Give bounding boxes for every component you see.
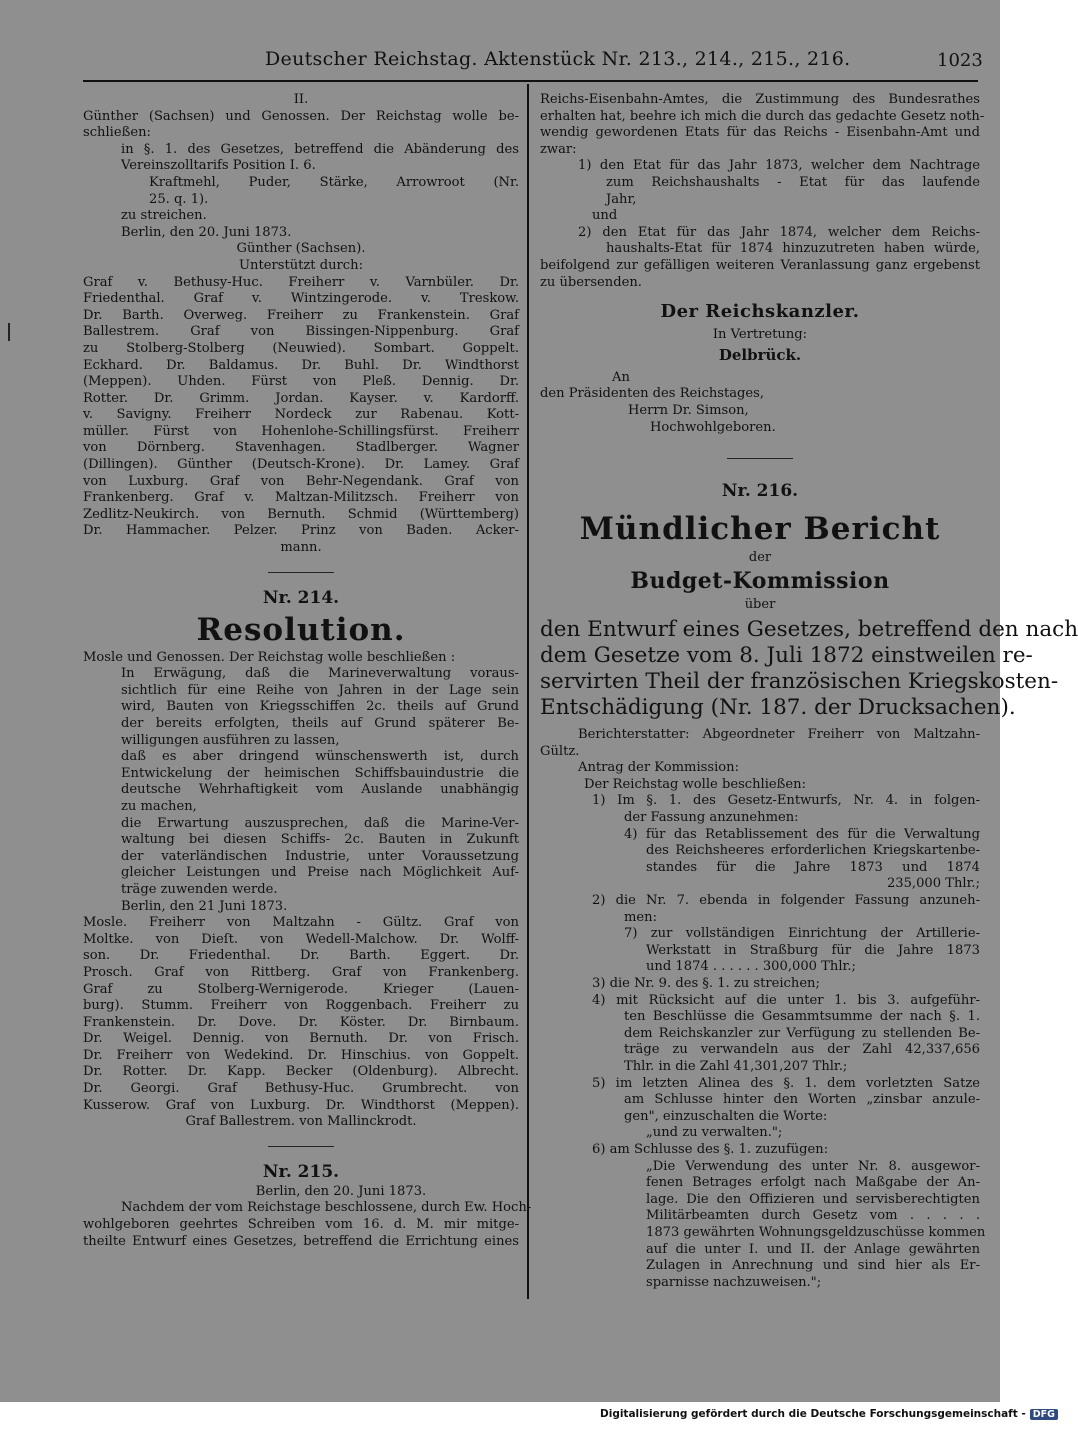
motion-item: 6) am Schlusse des §. 1. zuzufügen: <box>592 1141 829 1157</box>
signatory-line: Graf Ballestrem. von Mallinckrodt. <box>185 1114 417 1130</box>
signatory-line: Dr. Rotter. Dr. Kapp. Becker (Oldenburg). Albrecht. <box>83 1064 519 1080</box>
column-divider <box>527 84 529 1299</box>
resolution-line: die Erwartung auszusprechen, daß die Marine-Ver- <box>121 815 519 831</box>
signatory-line: Kusserow. Graf von Luxburg. Dr. Windthorst (Meppen). <box>83 1097 519 1113</box>
motion-line: Vereinszolltarifs Position I. 6. <box>121 158 316 174</box>
motion-line: in §. 1. des Gesetzes, betreffend die Abänderung des <box>121 141 519 157</box>
supporter-line: mann. <box>280 540 322 556</box>
resolution-line: daß es aber dringend wünschenswerth ist, durch <box>121 749 519 765</box>
motion-item: 1) Im §. 1. des Gesetz-Entwurfs, Nr. 4. in folgen- <box>592 793 980 809</box>
motion-item: 2) die Nr. 7. ebenda in folgender Fassung anzuneh- <box>592 893 980 909</box>
motion-item: des Reichsheeres erforderlichen Kriegskartenbe- <box>646 843 980 859</box>
motion-item: 5) im letzten Alinea des §. 1. dem vorletzten Satze <box>592 1075 980 1091</box>
margin-mark <box>8 323 10 341</box>
motion-item: lage. Die den Offizieren und servisberechtigten <box>646 1191 980 1207</box>
resolution-line: deutsche Wehrhaftigkeit vom Auslande unabhängig <box>121 782 519 798</box>
dateline: Berlin, den 20. Juni 1873. <box>121 224 292 240</box>
subject-line: den Entwurf eines Gesetzes, betreffend den nach <box>540 617 1078 643</box>
resolution-line: der vaterländischen Industrie, unter Voraussetzung <box>121 848 519 864</box>
motion-item: gen", einzuschalten die Worte: <box>624 1108 828 1124</box>
resolution-line: träge zuwenden werde. <box>121 881 278 897</box>
address-line: Hochwohlgeboren. <box>650 419 776 435</box>
page-number: 1023 <box>937 50 983 71</box>
signatory-line: Mosle. Freiherr von Maltzahn - Gültz. Graf von <box>83 915 519 931</box>
funding-footer <box>600 1408 1055 1426</box>
signatory-line: son. Dr. Friedenthal. Dr. Barth. Eggert. Dr. <box>83 948 519 964</box>
reichstag-resolve: Der Reichstag wolle beschließen: <box>584 776 807 792</box>
section-separator <box>268 572 334 573</box>
motion-item: und 1874 . . . . . . 300,000 Thlr.; <box>646 959 856 975</box>
title-connector: der <box>748 550 772 566</box>
resolution-line: waltung bei diesen Schiffs- 2c. Bauten in Zukunft <box>121 832 519 848</box>
motion-item: 235,000 Thlr.; <box>886 876 980 892</box>
supporter-line: müller. Fürst von Hohenlohe-Schillingsfürst. Freiherr <box>83 423 519 439</box>
motion-item: 3) die Nr. 9. des §. 1. zu streichen; <box>592 976 820 991</box>
resolution-line: gleicher Leistungen und Preise nach Möglichkeit Auf- <box>121 865 519 881</box>
deputy-label: In Vertretung: <box>712 327 808 343</box>
motion-item: Militärbeamten durch Gesetz vom . . . . . <box>646 1208 980 1224</box>
signatory-line: Dr. Georgi. Graf Bethusy-Huc. Grumbrecht. von <box>83 1081 519 1097</box>
supporter-line: zu Stolberg-Stolberg (Neuwied). Sombart. Goppelt. <box>83 340 519 356</box>
footer-text: Digitalisierung gefördert durch die Deutsche Forschungsgemeinschaft - <box>600 1408 1026 1420</box>
motion-line: Günther (Sachsen) und Genossen. Der Reichstag wolle be- <box>83 108 519 124</box>
address-line: den Präsidenten des Reichstages, <box>540 386 765 402</box>
letter-line: erhalten hat, beehre ich mich die durch das gedachte Gesetz noth- <box>540 108 985 124</box>
motion-item: Zulagen in Anrechnung und sind hier als Er- <box>646 1258 980 1274</box>
motion-item: der Fassung anzunehmen: <box>624 810 799 826</box>
resolution-line: wird, Bauten von Kriegsschiffen 2c. theils auf Grund <box>121 699 519 715</box>
letter-line: Nachdem der vom Reichstage beschlossene, durch Ew. Hoch- <box>121 1200 532 1216</box>
reporter-line: Gültz. <box>540 743 580 759</box>
letter-line: beifolgend zur gefälligen weiteren Veranlassung ganz ergebenst <box>540 257 980 273</box>
signatory-line: Graf zu Stolberg-Wernigerode. Krieger (Lauen- <box>83 981 519 997</box>
supporter-line: Dr. Hammacher. Pelzer. Prinz von Baden. Acker- <box>83 523 519 539</box>
letter-line: wendig gewordenen Etats für das Reichs - Eisenbahn-Amt und <box>540 125 980 141</box>
letter-line: Reichs-Eisenbahn-Amtes, die Zustimmung des Bundesrathes <box>540 92 980 107</box>
report-title: Mündlicher Bericht <box>579 511 941 548</box>
motion-item: ten Beschlüsse die Gesammtsumme der nach §. 1. <box>624 1009 980 1025</box>
motion-item: 4) mit Rücksicht auf die unter 1. bis 3. aufgeführ- <box>592 992 980 1008</box>
motion-item: dem Reichskanzler zur Verfügung zu stellenden Be- <box>624 1025 980 1041</box>
letter-line: wohlgeboren geehrtes Schreiben vom 16. d. M. mir mitge- <box>83 1217 519 1233</box>
motion-line: Kraftmehl, Puder, Stärke, Arrowroot (Nr. <box>149 174 519 190</box>
motion-item: 1873 gewährten Wohnungsgeldzuschüsse kommen <box>646 1224 986 1240</box>
doc-number: Nr. 214. <box>262 587 340 608</box>
supporter-line: von Luxburg. Graf von Behr-Negendank. Graf von <box>83 473 519 489</box>
letter-line: Jahr, <box>606 191 637 207</box>
motion-item: Thlr. in die Zahl 41,301,207 Thlr.; <box>624 1058 848 1074</box>
motion-item: Werkstatt in Straßburg für die Jahre 1873 <box>646 942 980 958</box>
motion-item: „und zu verwalten."; <box>646 1125 783 1141</box>
motion-item: fenen Betrages erfolgt nach Maßgabe der An- <box>646 1175 980 1191</box>
letter-line: zu übersenden. <box>540 274 642 290</box>
subject-line: Entschädigung (Nr. 187. der Drucksachen). <box>540 695 1016 721</box>
resolution-line: der bereits erfolgten, theils auf Grund späterer Be- <box>121 716 519 731</box>
commission-motion: Antrag der Kommission: <box>578 760 739 776</box>
motion-line: zu streichen. <box>121 208 207 224</box>
signatory-line: Dr. Freiherr von Wedekind. Dr. Hinschius. von Goppelt. <box>83 1047 519 1063</box>
signoff: Der Reichskanzler. <box>660 301 860 323</box>
letter-line: zum Reichshaushalts - Etat für das laufende <box>606 174 980 190</box>
report-subtitle: Budget-Kommission <box>630 568 890 595</box>
doc-number: Nr. 216. <box>721 481 799 502</box>
supporter-line: Eckhard. Dr. Baldamus. Dr. Buhl. Dr. Windthorst <box>83 357 519 373</box>
supporter-line: (Meppen). Uhden. Fürst von Pleß. Dennig. Dr. <box>83 374 519 390</box>
motion-item: 7) zur vollständigen Einrichtung der Artillerie- <box>624 926 980 942</box>
resolution-line: willigungen ausführen zu lassen, <box>121 732 340 748</box>
resolution-line: Entwickelung der heimischen Schiffsbauindustrie die <box>121 765 519 781</box>
signatory-line: Prosch. Graf von Rittberg. Graf von Frankenberg. <box>83 964 519 980</box>
reporter-line: Berichterstatter: Abgeordneter Freiherr von Maltzahn- <box>578 727 980 743</box>
doc-number: Nr. 215. <box>262 1161 340 1182</box>
letter-line: und <box>592 208 618 224</box>
resolution-intro: Mosle und Genossen. Der Reichstag wolle beschließen : <box>83 649 456 665</box>
signatory-line: Dr. Weigel. Dennig. von Bernuth. Dr. von Frisch. <box>83 1031 519 1047</box>
dateline: Berlin, den 21 Juni 1873. <box>121 898 288 914</box>
signatory-line: Moltke. von Dieſt. von Wedell-Malchow. Dr. Wolff- <box>83 931 519 947</box>
section-separator <box>727 458 793 459</box>
supporter-line: Rotter. Dr. Grimm. Jordan. Kayser. v. Kardorff. <box>83 390 519 406</box>
left-column <box>83 92 532 1250</box>
supporter-line: Zedlitz-Neukirch. von Bernuth. Schmid (Württemberg) <box>83 506 519 522</box>
resolution-line: In Erwägung, daß die Marineverwaltung voraus- <box>121 666 519 682</box>
letter-line: 1) den Etat für das Jahr 1873, welcher dem Nachtrage <box>578 158 980 174</box>
signer: Günther (Sachsen). <box>236 241 366 257</box>
right-column <box>540 92 1078 1291</box>
dfg-logo: DFG <box>1030 1409 1058 1420</box>
address-line: An <box>612 369 630 385</box>
section-separator <box>268 1146 334 1147</box>
resolution-line: sichtlich für eine Reihe von Jahren in der Lage sein <box>121 682 519 698</box>
motion-line: 25. q. 1). <box>149 191 209 207</box>
motion-item: men: <box>624 909 658 925</box>
motion-item: träge zu verwandeln aus der Zahl 42,337,656 <box>624 1042 980 1058</box>
title-connector: über <box>744 597 776 613</box>
section-heading: II. <box>293 92 309 107</box>
address-line: Herrn Dr. Simson, <box>628 402 749 418</box>
supporter-line: von Dörnberg. Stavenhagen. Stadlberger. Wagner <box>83 440 519 456</box>
supporter-line: (Dillingen). Günther (Deutsch-Krone). Dr. Lamey. Graf <box>83 457 519 473</box>
resolution-line: zu machen, <box>121 798 197 814</box>
motion-item: am Schlusse hinter den Worten „zinsbar anzule- <box>624 1092 980 1108</box>
supporter-line: v. Savigny. Freiherr Nordeck zur Rabenau. Kott- <box>83 407 519 423</box>
motion-item: 4) für das Retablissement des für die Verwaltung <box>624 826 980 842</box>
header-rule <box>83 80 978 82</box>
letter-line: zwar: <box>540 141 577 157</box>
letter-line: theilte Entwurf eines Gesetzes, betreffend die Errichtung eines <box>83 1233 519 1249</box>
supporter-line: Graf v. Bethusy-Huc. Freiherr v. Varnbüler. Dr. <box>83 274 519 290</box>
running-title: Deutscher Reichstag. Aktenstück Nr. 213., 214., 215., 216. <box>265 48 851 70</box>
motion-item: sparnisse nachzuweisen."; <box>646 1274 822 1290</box>
subject-line: servirten Theil der französischen Kriegskosten- <box>540 669 1059 695</box>
supporter-line: Ballestrem. Graf von Bissingen-Nippenburg. Graf <box>83 324 519 340</box>
letter-line: haushalts-Etat für 1874 hinzuzutreten haben würde, <box>606 241 980 257</box>
supporter-line: Friedenthal. Graf v. Wintzingerode. v. Treskow. <box>83 291 519 307</box>
supporter-line: Frankenberg. Graf v. Maltzan-Militzsch. Freiherr von <box>83 490 519 506</box>
supported-by: Unterstützt durch: <box>239 257 363 273</box>
signer: Delbrück. <box>718 345 802 364</box>
motion-item: standes für die Jahre 1873 und 1874 <box>646 859 980 875</box>
running-header <box>0 48 1000 78</box>
supporter-line: Dr. Barth. Overweg. Freiherr zu Frankenstein. Graf <box>83 307 519 323</box>
subject-line: dem Gesetze vom 8. Juli 1872 einstweilen re- <box>540 643 1033 669</box>
doc-title: Resolution. <box>196 611 406 648</box>
signatory-line: Frankenstein. Dr. Dove. Dr. Köster. Dr. Birnbaum. <box>83 1014 519 1030</box>
letter-line: 2) den Etat für das Jahr 1874, welcher dem Reichs- <box>578 224 980 240</box>
motion-item: auf die unter I. und II. der Anlage gewährten <box>646 1241 980 1257</box>
signatory-line: burg). Stumm. Freiherr von Roggenbach. Freiherr zu <box>83 998 519 1014</box>
motion-item: „Die Verwendung des unter Nr. 8. ausgewor- <box>646 1158 980 1174</box>
dateline: Berlin, den 20. Juni 1873. <box>255 1183 427 1199</box>
motion-line: schließen: <box>83 125 151 141</box>
